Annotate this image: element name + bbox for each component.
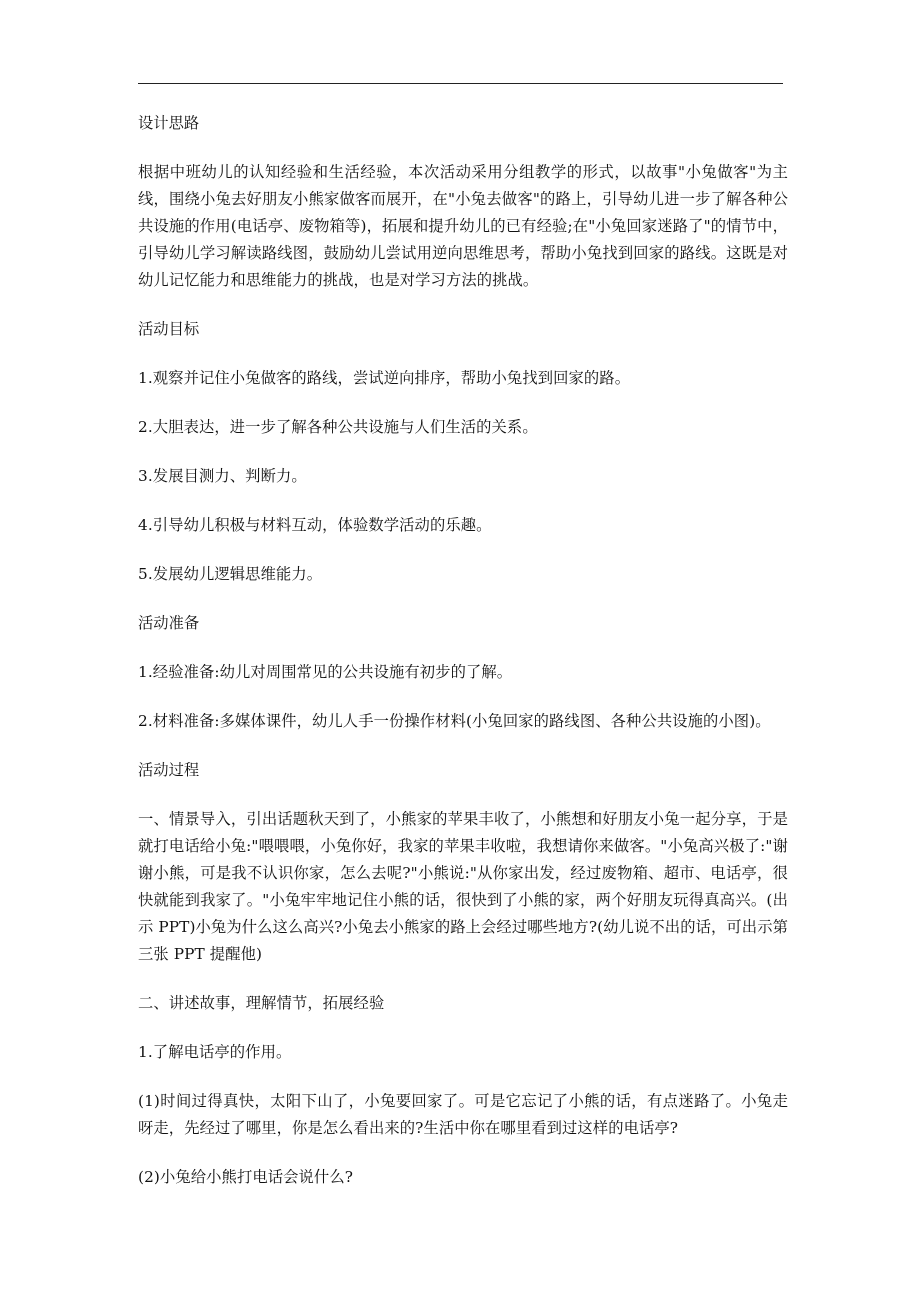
document-body xyxy=(138,110,788,1213)
section-heading: 设计思路 xyxy=(138,114,200,132)
list-item: 1.了解电话亭的作用。 xyxy=(138,1043,292,1061)
subheading: 二、讲述故事，理解情节，拓展经验 xyxy=(138,994,385,1012)
section-activity-goals xyxy=(138,316,788,588)
header-rule xyxy=(138,83,783,84)
list-item: 2.大胆表达，进一步了解各种公共设施与人们生活的关系。 xyxy=(138,418,538,436)
section-heading: 活动准备 xyxy=(138,614,200,632)
list-item: 3.发展目测力、判断力。 xyxy=(138,467,307,485)
paragraph: 根据中班幼儿的认知经验和生活经验，本次活动采用分组教学的形式，以故事"小兔做客"为主线，围绕小兔去好朋友小熊家做客而展开，在"小兔去做客"的路上，引导幼儿进一步了解各种公共设施的作用(电话亭、废物箱等)，拓展和提升幼儿的已有经验;在"小兔回家迷路了"的情节中，引导幼儿学习解读路线图，鼓励幼儿尝试用逆向思维思考，帮助小兔找到回家的路线。这既是对幼儿记忆能力和思维能力的挑战，也是对学习方法的挑战。 xyxy=(138,163,788,289)
section-heading: 活动过程 xyxy=(138,761,200,779)
section-activity-process xyxy=(138,757,788,1191)
section-design-idea xyxy=(138,110,788,294)
list-item: 5.发展幼儿逻辑思维能力。 xyxy=(138,565,323,583)
list-item: 1.经验准备:幼儿对周围常见的公共设施有初步的了解。 xyxy=(138,663,513,681)
paragraph: 一、情景导入，引出话题秋天到了，小熊家的苹果丰收了，小熊想和好朋友小兔一起分享，于是就打电话给小兔:"喂喂喂，小兔你好，我家的苹果丰收啦，我想请你来做客。"小兔高兴极了:"谢谢小熊，可是我不认识你家，怎么去呢?"小熊说:"从你家出发，经过废物箱、超市、电话亭，很快就能到我家了。"小兔牢牢地记住小熊的话，很快到了小熊的家，两个好朋友玩得真高兴。(出示 PPT)小兔为什么这么高兴?小兔去小熊家的路上会经过哪些地方?(幼儿说不出的话，可出示第三张 PPT 提醒他) xyxy=(138,810,788,963)
list-item: 1.观察并记住小兔做客的路线，尝试逆向排序，帮助小兔找到回家的路。 xyxy=(138,369,631,387)
section-activity-preparation xyxy=(138,610,788,735)
paragraph: (1)时间过得真快，太阳下山了，小兔要回家了。可是它忘记了小熊的话，有点迷路了。小兔走呀走，先经过了哪里，你是怎么看出来的?生活中你在哪里看到过这样的电话亭? xyxy=(138,1092,788,1137)
section-heading: 活动目标 xyxy=(138,320,200,338)
list-item: 4.引导幼儿积极与材料互动，体验数学活动的乐趣。 xyxy=(138,516,492,534)
list-item: 2.材料准备:多媒体课件，幼儿人手一份操作材料(小兔回家的路线图、各种公共设施的小图)。 xyxy=(138,712,771,730)
paragraph: (2)小兔给小熊打电话会说什么? xyxy=(138,1168,354,1186)
